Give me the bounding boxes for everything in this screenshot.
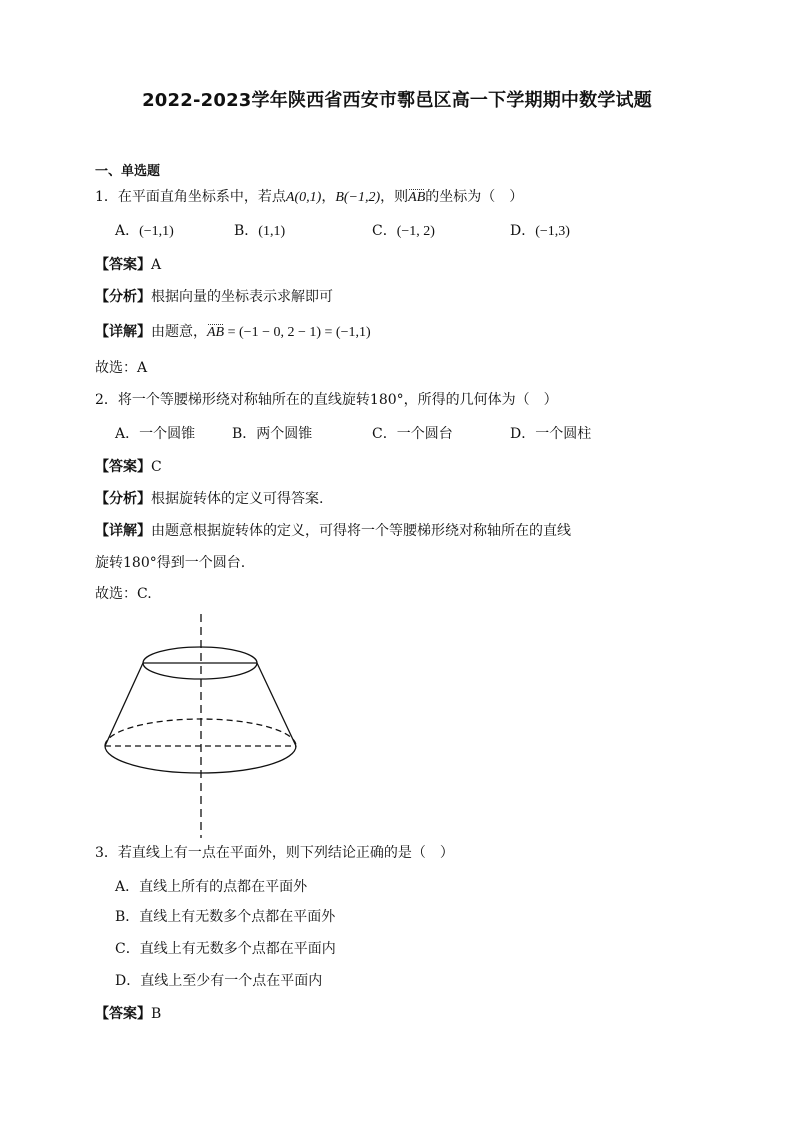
detail-vector-ab: AB [207,325,225,340]
detail-text: 由题意根据旋转体的定义，可得将一个等腰梯形绕对称轴所在的直线 [151,523,571,539]
q1-answer [95,256,161,274]
analysis-tag: 【分析】 [95,491,151,507]
right-generatrix [257,663,296,746]
q3-option-a: A．直线上所有的点都在平面外 [115,879,308,895]
q2-analysis [95,490,323,508]
frustum-figure [100,612,310,840]
q1-point-a: A(0,1) [285,190,322,205]
q2-answer [95,458,162,476]
q1-analysis [95,288,333,306]
q3-option-d: D．直线上至少有一个点在平面内 [115,973,323,989]
q2-stem: 2．将一个等腰梯形绕对称轴所在的直线旋转180°，所得的几何体为（ ） [95,392,558,408]
q1-option-b: B．(1,1) [234,223,286,239]
answer-value: C [151,459,162,475]
q2-detail-cont: 旋转180°得到一个圆台. [95,555,246,571]
section-heading: 一、单选题 [95,164,161,179]
q2-option-d: D．一个圆柱 [510,426,592,442]
analysis-text: 根据旋转体的定义可得答案. [151,491,324,507]
q1-option-c: C．(−1, 2) [372,223,435,239]
q2-option-c: C．一个圆台 [372,426,453,442]
q1-detail [95,323,371,342]
answer-value: A [151,257,162,273]
q2-option-b: B．两个圆锥 [232,426,313,442]
q2-detail [95,522,571,540]
q1-option-d: D．(−1,3) [510,223,570,239]
q1-separator: ， [321,189,336,205]
q3-stem: 3．若直线上有一点在平面外，则下列结论正确的是（ ） [95,845,454,861]
q1-stem [95,188,523,207]
detail-text: 由题意， [151,324,207,340]
analysis-text: 根据向量的坐标表示求解即可 [151,289,333,305]
analysis-tag: 【分析】 [95,289,151,305]
q2-option-a: A．一个圆锥 [115,426,196,442]
q2-choose: 故选：C. [95,586,152,602]
q1-stem-text: 1．在平面直角坐标系中，若点 [95,189,286,205]
q3-answer [95,1005,161,1023]
left-generatrix [105,663,143,746]
answer-tag: 【答案】 [95,459,151,475]
q3-option-c: C．直线上有无数多个点都在平面内 [115,941,336,957]
answer-tag: 【答案】 [95,257,151,273]
q1-point-b: B(−1,2) [335,190,381,205]
answer-tag: 【答案】 [95,1006,151,1022]
detail-formula: = (−1 − 0, 2 − 1) = (−1,1) [224,325,371,340]
q1-stem-text-b: ，则 [380,189,409,205]
q1-stem-text-c: 的坐标为（ ） [425,189,524,205]
answer-value: B [151,1006,162,1022]
detail-tag: 【详解】 [95,324,151,340]
q1-vector-ab: AB [408,190,426,205]
q1-choose: 故选：A [95,360,148,376]
document-title: 2022-2023学年陕西省西安市鄠邑区高一下学期期中数学试题 [142,90,652,111]
q3-option-b: B．直线上有无数多个点都在平面外 [115,909,336,925]
detail-tag: 【详解】 [95,523,151,539]
q1-option-a: A．(−1,1) [115,223,174,239]
